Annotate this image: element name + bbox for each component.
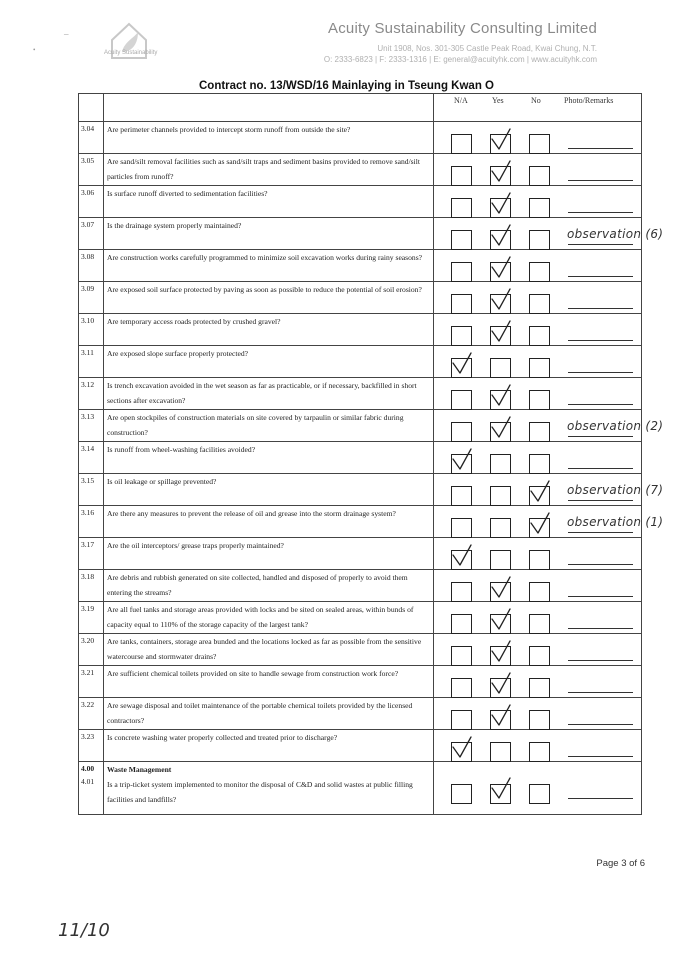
remark-line[interactable] (568, 532, 633, 533)
answer-cell (434, 122, 642, 154)
checkbox-na[interactable] (451, 198, 472, 218)
item-question: Are tanks, containers, storage area bunded and the locations locked as far as possible from the sensitive watercourse and stormwater drains? (104, 634, 434, 666)
col-remarks: Photo/Remarks (564, 96, 614, 105)
checkbox-no[interactable] (529, 390, 550, 410)
answer-cell (434, 186, 642, 218)
answer-cell (434, 538, 642, 570)
item-question: Is concrete washing water properly collected and treated prior to discharge? (104, 730, 434, 762)
company-contact: O: 2333-6823 | F: 2333-1316 | E: general@acuityhk.com | www.acuityhk.com (323, 55, 597, 64)
checkmark-icon (489, 287, 513, 313)
remark-line[interactable] (568, 276, 633, 277)
col-na: N/A (454, 96, 468, 105)
answer-cell (434, 346, 642, 378)
item-question: Is the drainage system properly maintained? (104, 218, 434, 250)
remark-line[interactable] (568, 148, 633, 149)
checkbox-no[interactable] (529, 294, 550, 314)
table-row (79, 602, 642, 634)
checkbox-no[interactable] (529, 166, 550, 186)
item-question: Are open stockpiles of construction materials on site covered by tarpaulin or similar fabric during construction? (104, 410, 434, 442)
answer-cell (434, 570, 642, 602)
table-row (79, 538, 642, 570)
checkmark-icon (528, 511, 552, 537)
checkmark-icon (489, 776, 513, 802)
checkbox-na[interactable] (451, 784, 472, 804)
checkbox-yes[interactable] (490, 486, 511, 506)
checkmark-icon (489, 639, 513, 665)
table-row (79, 314, 642, 346)
checkbox-no[interactable] (529, 582, 550, 602)
item-question: Is runoff from wheel-washing facilities avoided? (104, 442, 434, 474)
checkbox-na[interactable] (451, 326, 472, 346)
item-question: Are sand/silt removal facilities such as sand/silt traps and sediment basins provided to remove sand/silt particles from runoff? (104, 154, 434, 186)
item-question: Are temporary access roads protected by crushed gravel? (104, 314, 434, 346)
item-number: 3.15 (79, 474, 104, 506)
table-row (79, 346, 642, 378)
checkbox-no[interactable] (529, 358, 550, 378)
checkmark-icon (489, 703, 513, 729)
checkbox-no[interactable] (529, 742, 550, 762)
item-number: 3.22 (79, 698, 104, 730)
remark-line[interactable] (568, 180, 633, 181)
section-number: 4.00 (81, 764, 95, 773)
item-number: 3.12 (79, 378, 104, 410)
item-number: 3.16 (79, 506, 104, 538)
checkbox-no[interactable] (529, 198, 550, 218)
checkbox-na[interactable] (451, 678, 472, 698)
checkbox-na[interactable] (451, 294, 472, 314)
remark-line[interactable] (568, 628, 633, 629)
item-question: Are construction works carefully programmed to minimize soil excavation works during rainy seasons? (104, 250, 434, 282)
item-number: 4.01 (81, 777, 95, 786)
item-number: 3.07 (79, 218, 104, 250)
item-number: 3.23 (79, 730, 104, 762)
checkbox-no[interactable] (529, 710, 550, 730)
checkmark-icon (489, 383, 513, 409)
checklist-table (78, 93, 664, 815)
answer-cell (434, 698, 642, 730)
checkbox-yes[interactable] (490, 358, 511, 378)
item-question: Are sufficient chemical toilets provided on site to handle sewage from construction work force? (104, 666, 434, 698)
checkmark-icon (489, 159, 513, 185)
checkmark-icon (489, 319, 513, 345)
company-address: Unit 1908, Nos. 301-305 Castle Peak Road, Kwai Chung, N.T. (377, 44, 597, 53)
checkbox-na[interactable] (451, 486, 472, 506)
checkbox-na[interactable] (451, 646, 472, 666)
checkbox-yes[interactable] (490, 742, 511, 762)
checkbox-no[interactable] (529, 262, 550, 282)
table-header (79, 94, 642, 122)
item-question: Are perimeter channels provided to intercept storm runoff from outside the site? (104, 122, 434, 154)
checkbox-no[interactable] (529, 230, 550, 250)
checkmark-icon (450, 447, 474, 473)
item-number: 3.06 (79, 186, 104, 218)
checkbox-no[interactable] (529, 678, 550, 698)
item-question: Are exposed soil surface protected by paving as soon as possible to reduce the potential of soil erosion? (104, 282, 434, 314)
remark-line[interactable] (568, 468, 633, 469)
company-name: Acuity Sustainability Consulting Limited (328, 20, 597, 37)
table-row (79, 250, 642, 282)
remark-line[interactable] (568, 692, 633, 693)
checkmark-icon (489, 255, 513, 281)
checkbox-no[interactable] (529, 326, 550, 346)
item-number: 3.04 (79, 122, 104, 154)
answer-cell (434, 378, 642, 410)
item-question: Are there any measures to prevent the release of oil and grease into the storm drainage system? (104, 506, 434, 538)
remark-line[interactable] (568, 372, 633, 373)
section-title: Waste Management (107, 765, 172, 774)
item-number: 3.14 (79, 442, 104, 474)
item-number: 3.10 (79, 314, 104, 346)
item-number: 3.09 (79, 282, 104, 314)
remark-line[interactable] (568, 564, 633, 565)
item-number: 3.20 (79, 634, 104, 666)
checkbox-no[interactable] (529, 134, 550, 154)
checkbox-yes[interactable] (490, 518, 511, 538)
checkbox-na[interactable] (451, 518, 472, 538)
table-row (79, 570, 642, 602)
answer-cell (434, 282, 642, 314)
answer-cell (434, 474, 664, 506)
answer-cell (434, 314, 642, 346)
table-row (79, 506, 642, 538)
checkbox-no[interactable] (529, 550, 550, 570)
item-number: 3.13 (79, 410, 104, 442)
checkmark-icon (489, 415, 513, 441)
checkmark-icon (450, 735, 474, 761)
item-question: Are the oil interceptors/ grease traps properly maintained? (104, 538, 434, 570)
table-row (79, 634, 642, 666)
answer-cell (434, 218, 664, 250)
table-row (79, 666, 642, 698)
handwritten-note: 11/10 (58, 920, 110, 941)
table-row (79, 154, 642, 186)
checkbox-na[interactable] (451, 710, 472, 730)
checkbox-no[interactable] (529, 454, 550, 474)
table-row (79, 730, 642, 762)
answer-cell (434, 506, 664, 538)
remark-line[interactable] (568, 404, 633, 405)
item-question: Are sewage disposal and toilet maintenance of the portable chemical toilets provided by the licensed contractors? (104, 698, 434, 730)
checkmark-icon (489, 223, 513, 249)
section-row (79, 762, 642, 815)
answer-cell (434, 154, 642, 186)
item-question: Is trench excavation avoided in the wet season as far as practicable, or if necessary, backfilled in short sections after excavation? (104, 378, 434, 410)
answer-cell (434, 762, 642, 815)
item-number: 3.17 (79, 538, 104, 570)
answer-cell (434, 250, 642, 282)
checkbox-na[interactable] (451, 262, 472, 282)
table-row (79, 218, 642, 250)
handwritten-remark: observation (2) (567, 419, 664, 433)
remark-line[interactable] (568, 500, 633, 501)
checkbox-na[interactable] (451, 390, 472, 410)
checkbox-na[interactable] (451, 614, 472, 634)
answer-cell (434, 410, 664, 442)
checkbox-na[interactable] (451, 166, 472, 186)
table-row (79, 378, 642, 410)
checkbox-na[interactable] (451, 230, 472, 250)
checkbox-no[interactable] (529, 614, 550, 634)
table-row (79, 474, 642, 506)
handwritten-remark: observation (6) (567, 227, 664, 241)
checkbox-yes[interactable] (490, 550, 511, 570)
checkmark-icon (489, 607, 513, 633)
col-yes: Yes (492, 96, 504, 105)
checkmark-icon (450, 351, 474, 377)
checkbox-na[interactable] (451, 582, 472, 602)
table-row (79, 442, 642, 474)
checkbox-no[interactable] (529, 422, 550, 442)
remark-line[interactable] (568, 660, 633, 661)
item-question: Are all fuel tanks and storage areas provided with locks and be sited on sealed areas, within bunds of capacity equal to 110% of the storage capacity of the largest tank? (104, 602, 434, 634)
answer-cell (434, 442, 642, 474)
item-question: Is oil leakage or spillage prevented? (104, 474, 434, 506)
checkmark-icon (489, 191, 513, 217)
remark-line[interactable] (568, 212, 633, 213)
item-question: Is surface runoff diverted to sedimentation facilities? (104, 186, 434, 218)
remark-line[interactable] (568, 756, 633, 757)
checkmark-icon (528, 479, 552, 505)
item-number: 3.18 (79, 570, 104, 602)
remark-line[interactable] (568, 308, 633, 309)
checkmark-icon (450, 543, 474, 569)
answer-cell (434, 634, 642, 666)
table-row (79, 186, 642, 218)
table-row (79, 282, 642, 314)
checkmark-icon (489, 671, 513, 697)
checkbox-na[interactable] (451, 134, 472, 154)
remark-line[interactable] (568, 724, 633, 725)
contract-title: Contract no. 13/WSD/16 Mainlaying in Tseung Kwan O (199, 80, 494, 92)
item-question: Are exposed slope surface properly protected? (104, 346, 434, 378)
item-question: Is a trip-ticket system implemented to monitor the disposal of C&D and solid wastes at public filling facilities and landfills? (107, 780, 413, 804)
page-number: Page 3 of 6 (596, 858, 645, 869)
handwritten-remark: observation (7) (567, 483, 664, 497)
remark-line[interactable] (568, 340, 633, 341)
item-number: 3.21 (79, 666, 104, 698)
checkbox-no[interactable] (529, 784, 550, 804)
col-no: No (531, 96, 541, 105)
remark-line[interactable] (568, 596, 633, 597)
company-logo (102, 18, 156, 66)
checkmark-icon (489, 575, 513, 601)
checkmark-icon (489, 127, 513, 153)
checkbox-no[interactable] (529, 646, 550, 666)
logo-text: Acuity Sustainability (104, 50, 158, 56)
handwritten-remark: observation (1) (567, 515, 664, 529)
table-row (79, 410, 642, 442)
item-number: 3.05 (79, 154, 104, 186)
item-question: Are debris and rubbish generated on site collected, handled and disposed of properly to avoid them entering the streams? (104, 570, 434, 602)
checkbox-na[interactable] (451, 422, 472, 442)
remark-line[interactable] (568, 798, 633, 799)
answer-cell (434, 602, 642, 634)
answer-cell (434, 730, 642, 762)
checkbox-yes[interactable] (490, 454, 511, 474)
table-row (79, 122, 642, 154)
remark-line[interactable] (568, 244, 633, 245)
item-number: 3.19 (79, 602, 104, 634)
answer-cell (434, 666, 642, 698)
item-number: 3.08 (79, 250, 104, 282)
remark-line[interactable] (568, 436, 633, 437)
table-row (79, 698, 642, 730)
item-number: 3.11 (79, 346, 104, 378)
